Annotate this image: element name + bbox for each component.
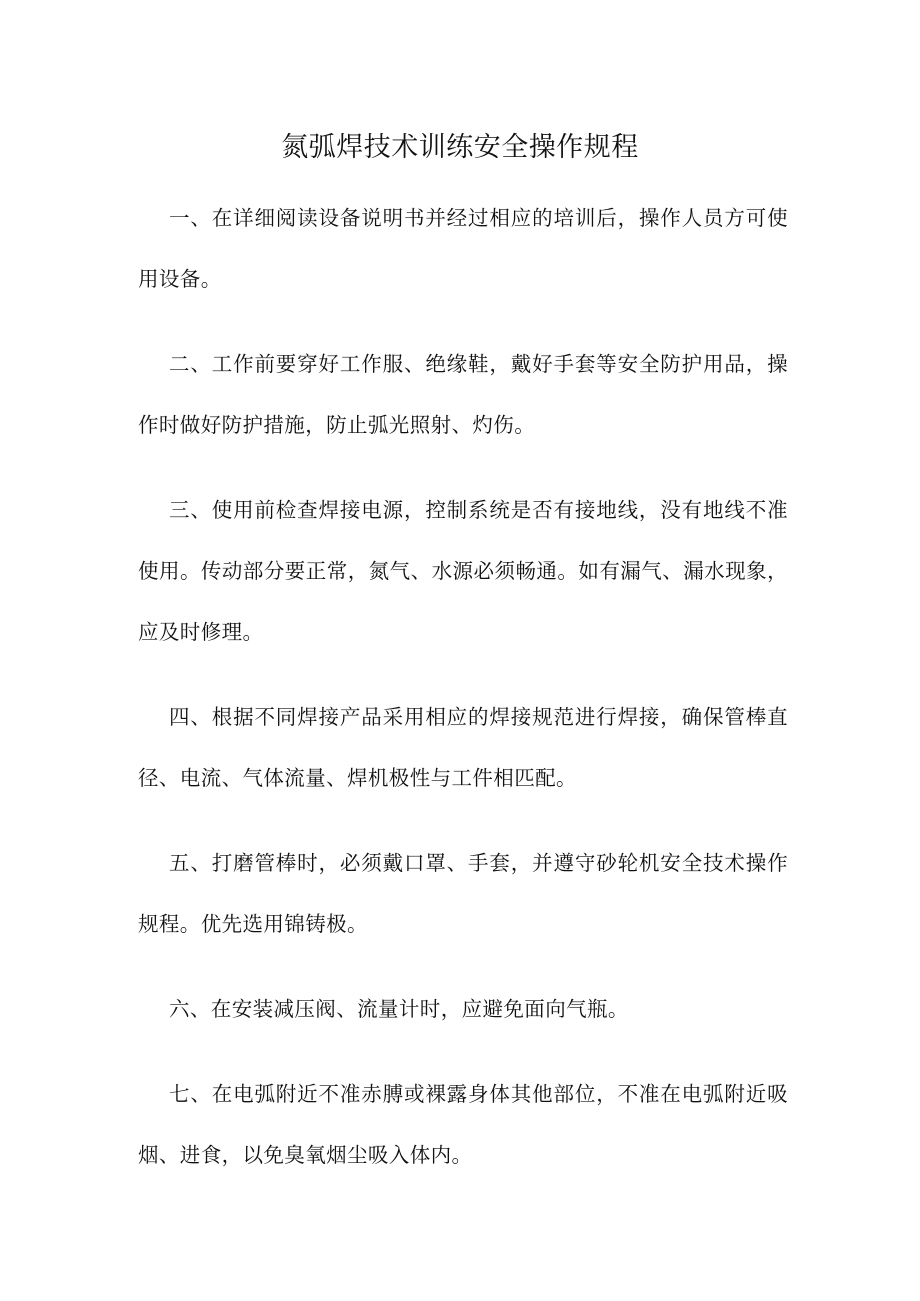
paragraph-2: 二、工作前要穿好工作服、绝缘鞋，戴好手套等安全防护用品，操作时做好防护措施，防止弧光照射、灼伤。 (138, 352, 788, 437)
document-body (138, 188, 788, 1210)
paragraph-4: 四、根据不同焊接产品采用相应的焊接规范进行焊接，确保管棒直径、电流、气体流量、焊机极性与工件相匹配。 (138, 705, 788, 790)
paragraph-6: 六、在安装减压阀、流量计时，应避免面向气瓶。 (169, 997, 629, 1021)
paragraph-1: 一、在详细阅读设备说明书并经过相应的培训后，操作人员方可使用设备。 (138, 206, 788, 291)
paragraph-3: 三、使用前检查焊接电源，控制系统是否有接地线，没有地线不准使用。传动部分要正常，氮气、水源必须畅通。如有漏气、漏水现象，应及时修理。 (138, 498, 788, 644)
paragraph-5: 五、打磨管棒时，必须戴口罩、手套，并遵守砂轮机安全技术操作规程。优先选用锦铸极。 (138, 851, 788, 936)
page-title: 氮弧焊技术训练安全操作规程 (281, 132, 639, 163)
paragraph-7: 七、在电弧附近不准赤膊或裸露身体其他部位，不准在电弧附近吸烟、进食，以免臭氧烟尘吸入体内。 (138, 1082, 788, 1167)
